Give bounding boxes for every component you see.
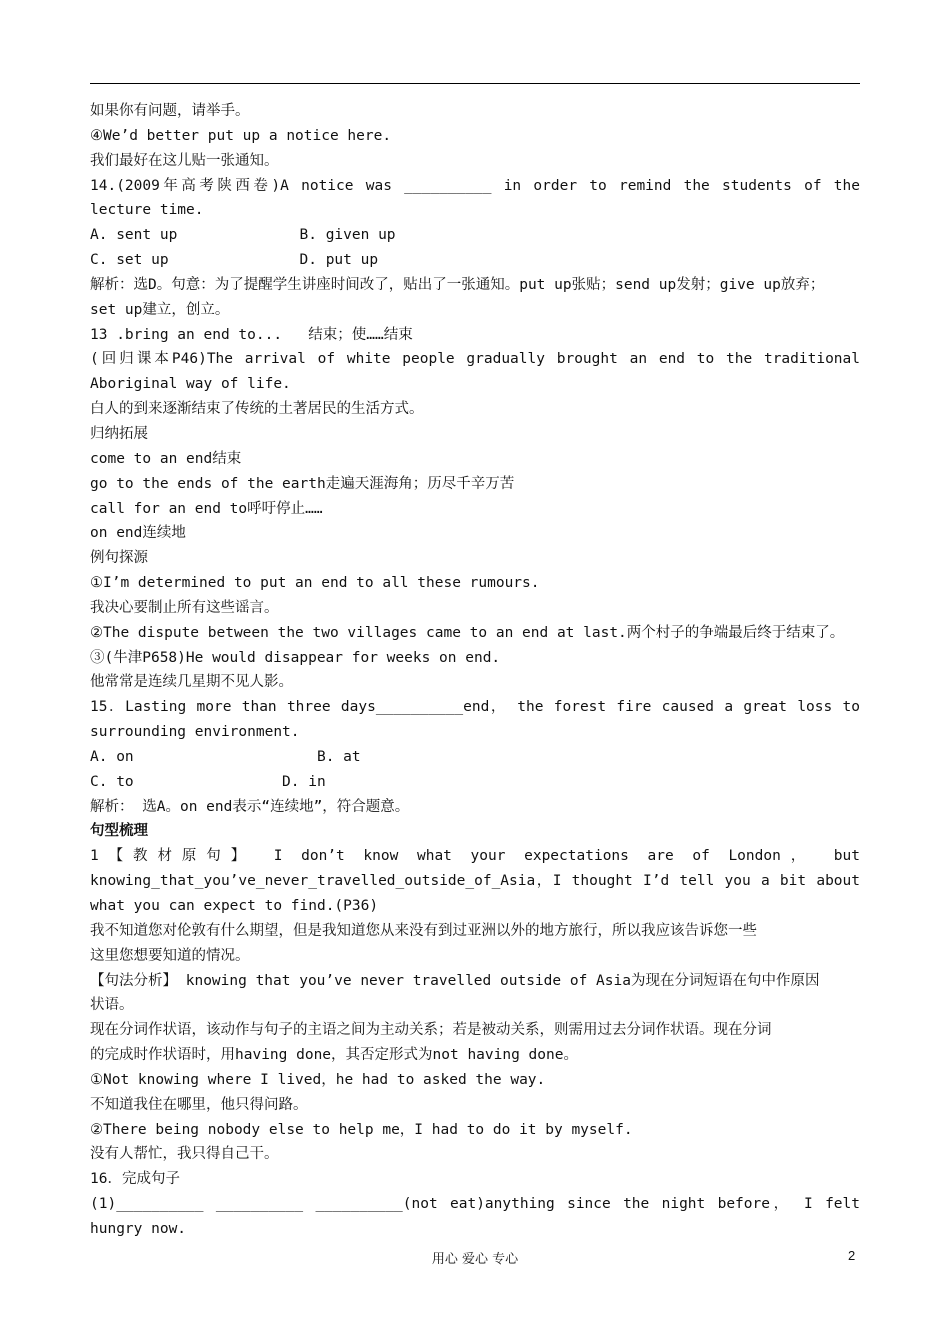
question-14: 14.(2009年高考陕西卷)A notice was __________ in order to remind the students of the (90, 177, 860, 194)
section-label: 归纳拓展 (90, 425, 148, 442)
text-line: 不知道我住在哪里，他只得问路。 (90, 1096, 308, 1113)
page-number: 2 (848, 1248, 856, 1263)
text-line: 1【教材原句】 I don’t know what your expectations are of London， but (90, 848, 860, 865)
text-line: ①Not knowing where I lived，he had to asked the way. (90, 1071, 546, 1088)
text-line: ②The dispute between the two villages came to an end at last.两个村子的争端最后终于结束了。 (90, 624, 845, 641)
footer-slogan: 用心 爱心 专心 (431, 1252, 519, 1267)
text-line: 这里您想要知道的情况。 (90, 947, 250, 964)
section-heading: 句型梳理 (90, 823, 148, 840)
option-line: C. set up D. put up (90, 252, 379, 269)
text-line: ④We’d better put up a notice here. (90, 127, 392, 144)
option-line: A. sent up B. given up (90, 227, 396, 244)
text-line: hungry now. (90, 1220, 187, 1237)
text-line: what you can expect to find.(P36) (90, 898, 379, 914)
section-label: 例句探源 (90, 550, 148, 567)
document-body (90, 99, 860, 1242)
text-line: 我们最好在这儿贴一张通知。 (90, 152, 279, 169)
text-line: 【句法分析】 knowing that you’ve never travelled outside of Asia为现在分词短语在句中作原因 (90, 972, 820, 989)
question-16: 16．完成句子 (90, 1171, 180, 1188)
text-line: 没有人帮忙，我只得自己干。 (90, 1146, 279, 1163)
text-line: 他常常是连续几星期不见人影。 (90, 674, 293, 691)
text-line: set up建立，创立。 (90, 301, 230, 318)
phrase-heading: 13 .bring an end to... 结束；使……结束 (90, 326, 413, 343)
text-line: knowing_that_you’ve_never_travelled_outside_of_Asia，I thought I’d tell you a bit about (90, 873, 860, 890)
question-15: 15．Lasting more than three days__________end， the forest fire caused a great loss to (90, 699, 860, 716)
text-line: (1)__________ __________ __________(not eat)anything since the night before， I felt (90, 1196, 860, 1213)
text-line: call for an end to呼吁停止…… (90, 500, 323, 517)
text-line: (回归课本P46)The arrival of white people gradually brought an end to the traditional (90, 351, 860, 368)
text-line: Aboriginal way of life. (90, 376, 291, 393)
text-line: on end连续地 (90, 525, 186, 542)
option-line: C. to D. in (90, 773, 326, 790)
text-line: 状语。 (90, 997, 134, 1014)
text-line: lecture time. (90, 202, 204, 219)
text-line: ③(牛津P658)He would disappear for weeks on end. (90, 649, 501, 666)
text-line: 如果你有问题，请举手。 (90, 103, 250, 119)
text-line: ②There being nobody else to help me，I had to do it by myself. (90, 1121, 633, 1138)
text-line: ①I’m determined to put an end to all these rumours. (90, 575, 540, 592)
explanation-line: 解析： 选A。on end表示“连续地”，符合题意。 (90, 798, 410, 815)
text-line: 我不知道您对伦敦有什么期望，但是我知道您从来没有到过亚洲以外的地方旅行，所以我应该告诉您一些 (90, 922, 757, 939)
text-line: come to an end结束 (90, 450, 242, 467)
option-line: A. on B. at (90, 748, 361, 765)
header-rule (90, 83, 860, 84)
text-line: go to the ends of the earth走遍天涯海角；历尽千辛万苦 (90, 475, 515, 492)
text-line: 白人的到来逐渐结束了传统的土著居民的生活方式。 (90, 401, 424, 418)
explanation-line: 解析：选D。句意：为了提醒学生讲座时间改了，贴出了一张通知。put up张贴；send up发射；give up放弃； (90, 276, 825, 293)
text-line: 现在分词作状语，该动作与句子的主语之间为主动关系；若是被动关系，则需用过去分词作状语。现在分词 (90, 1022, 772, 1039)
text-line: 的完成时作状语时，用having done，其否定形式为not having done。 (90, 1047, 578, 1064)
text-line: 我决心要制止所有这些谣言。 (90, 599, 279, 616)
text-line: surrounding environment. (90, 724, 300, 741)
